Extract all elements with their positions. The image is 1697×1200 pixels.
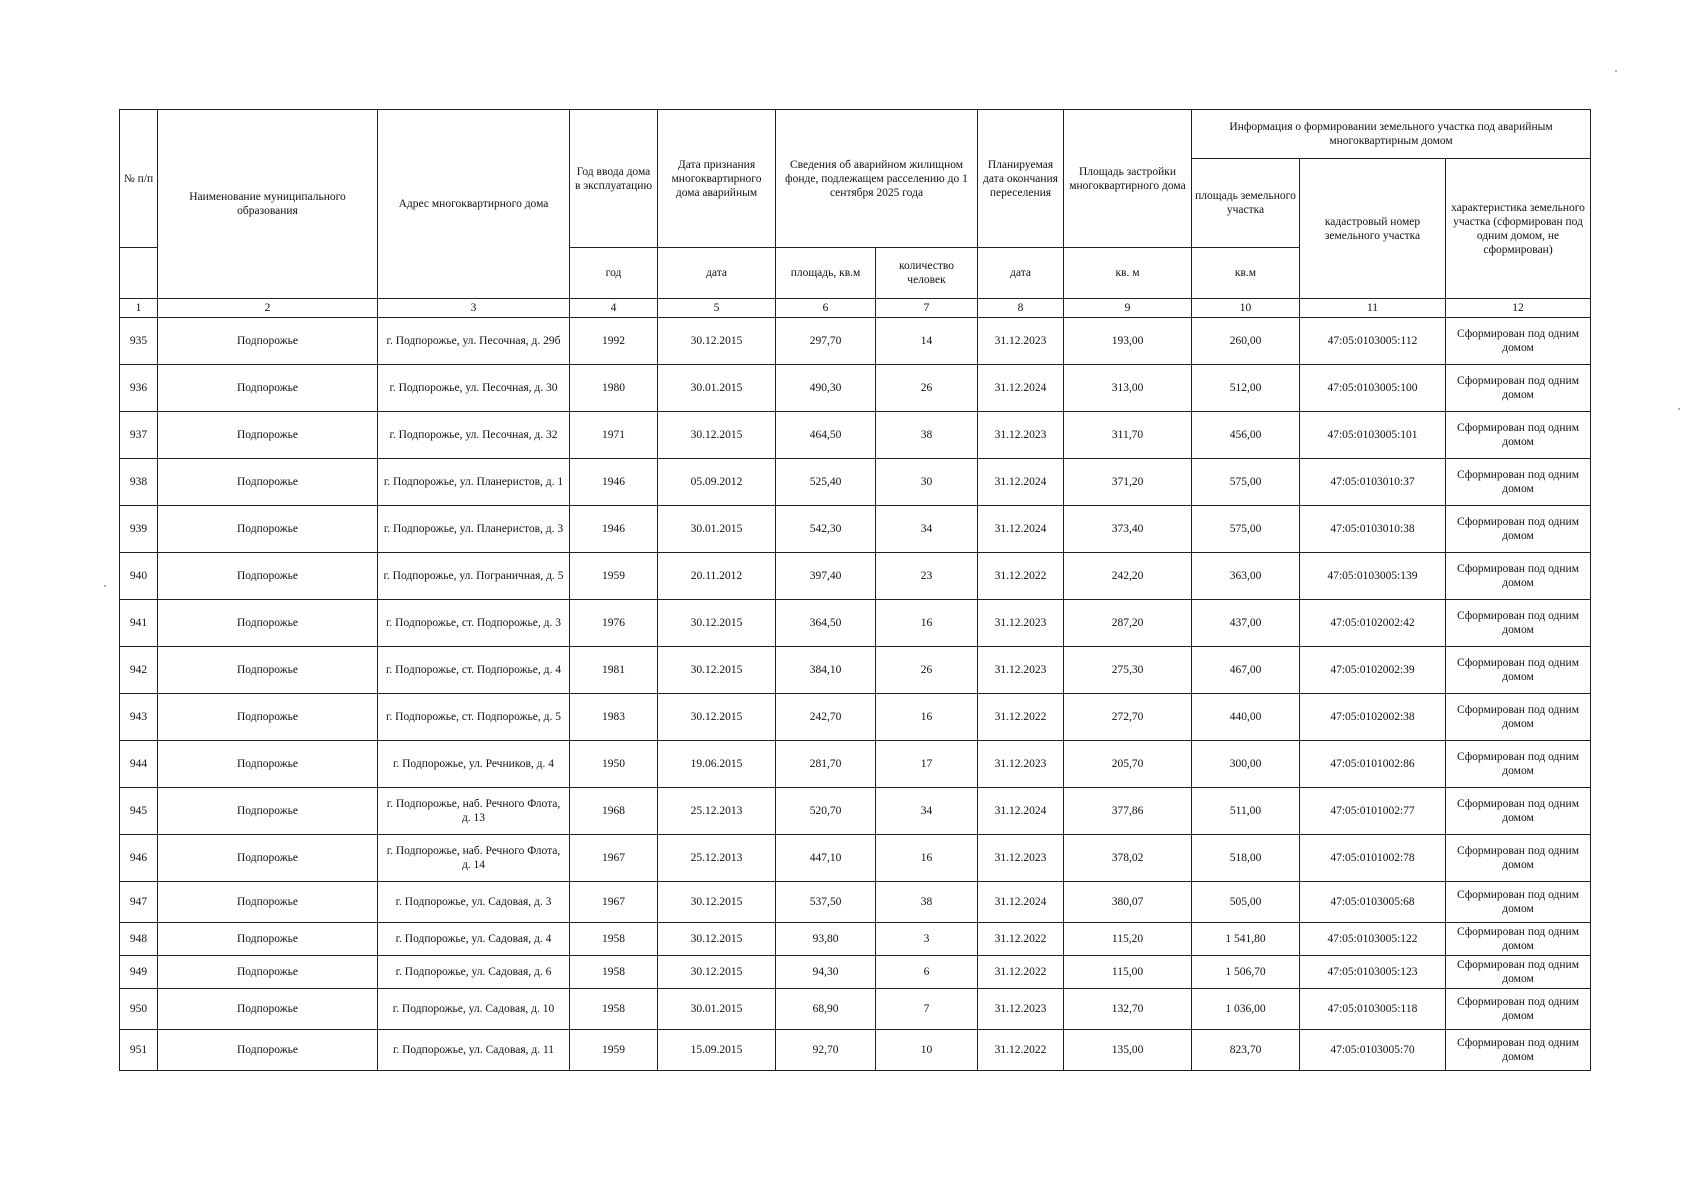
row-land-status: Сформирован под одним домом (1446, 956, 1591, 989)
unit-year: год (570, 248, 658, 299)
row-land-status: Сформирован под одним домом (1446, 694, 1591, 741)
row-index: 945 (120, 788, 158, 835)
row-emergency-date: 30.12.2015 (658, 923, 776, 956)
row-area: 490,30 (776, 365, 876, 412)
row-address: г. Подпорожье, ул. Планеристов, д. 1 (378, 459, 570, 506)
row-people: 34 (876, 788, 978, 835)
row-cadastral-number: 47:05:0102002:42 (1300, 600, 1446, 647)
row-address: г. Подпорожье, ул. Песочная, д. 29б (378, 318, 570, 365)
row-land-area: 363,00 (1192, 553, 1300, 600)
row-plan-date: 31.12.2023 (978, 741, 1064, 788)
row-land-status: Сформирован под одним домом (1446, 506, 1591, 553)
column-number: 7 (876, 299, 978, 318)
row-emergency-date: 30.12.2015 (658, 694, 776, 741)
row-people: 16 (876, 835, 978, 882)
row-index: 942 (120, 647, 158, 694)
row-land-status: Сформирован под одним домом (1446, 365, 1591, 412)
row-index: 951 (120, 1030, 158, 1071)
row-land-status: Сформирован под одним домом (1446, 835, 1591, 882)
row-plan-date: 31.12.2023 (978, 412, 1064, 459)
row-land-status: Сформирован под одним домом (1446, 923, 1591, 956)
row-land-status: Сформирован под одним домом (1446, 600, 1591, 647)
row-land-area: 1 036,00 (1192, 989, 1300, 1030)
row-building-area: 275,30 (1064, 647, 1192, 694)
row-year: 1971 (570, 412, 658, 459)
row-area: 94,30 (776, 956, 876, 989)
row-index: 940 (120, 553, 158, 600)
row-land-area: 440,00 (1192, 694, 1300, 741)
row-land-area: 512,00 (1192, 365, 1300, 412)
row-year: 1958 (570, 956, 658, 989)
row-building-area: 311,70 (1064, 412, 1192, 459)
row-land-status: Сформирован под одним домом (1446, 1030, 1591, 1071)
row-index: 944 (120, 741, 158, 788)
row-municipality: Подпорожье (158, 459, 378, 506)
row-plan-date: 31.12.2023 (978, 600, 1064, 647)
row-building-area: 132,70 (1064, 989, 1192, 1030)
row-land-status: Сформирован под одним домом (1446, 989, 1591, 1030)
row-land-area: 260,00 (1192, 318, 1300, 365)
table-row (120, 788, 1591, 835)
row-plan-date: 31.12.2022 (978, 1030, 1064, 1071)
table-row (120, 553, 1591, 600)
header-municipality: Наименование муниципального образования (158, 110, 378, 299)
row-land-area: 1 506,70 (1192, 956, 1300, 989)
row-people: 3 (876, 923, 978, 956)
row-address: г. Подпорожье, ул. Речников, д. 4 (378, 741, 570, 788)
row-area: 93,80 (776, 923, 876, 956)
row-address: г. Подпорожье, ул. Планеристов, д. 3 (378, 506, 570, 553)
row-land-area: 456,00 (1192, 412, 1300, 459)
unit-land-area: кв.м (1192, 248, 1300, 299)
row-municipality: Подпорожье (158, 412, 378, 459)
row-emergency-date: 30.12.2015 (658, 882, 776, 923)
table-row (120, 741, 1591, 788)
row-land-area: 823,70 (1192, 1030, 1300, 1071)
row-year: 1967 (570, 835, 658, 882)
row-people: 14 (876, 318, 978, 365)
table-body (120, 318, 1591, 1071)
column-number: 9 (1064, 299, 1192, 318)
emergency-housing-table (119, 109, 1591, 1071)
row-cadastral-number: 47:05:0102002:39 (1300, 647, 1446, 694)
header-index-blank (120, 248, 158, 299)
row-land-status: Сформирован под одним домом (1446, 318, 1591, 365)
row-people: 30 (876, 459, 978, 506)
row-people: 38 (876, 882, 978, 923)
row-index: 935 (120, 318, 158, 365)
scan-speck (1678, 408, 1680, 410)
row-index: 946 (120, 835, 158, 882)
row-cadastral-number: 47:05:0103005:139 (1300, 553, 1446, 600)
row-index: 950 (120, 989, 158, 1030)
column-number: 6 (776, 299, 876, 318)
row-building-area: 193,00 (1064, 318, 1192, 365)
row-land-area: 467,00 (1192, 647, 1300, 694)
row-emergency-date: 30.01.2015 (658, 506, 776, 553)
row-address: г. Подпорожье, ст. Подпорожье, д. 4 (378, 647, 570, 694)
row-building-area: 371,20 (1064, 459, 1192, 506)
row-address: г. Подпорожье, наб. Речного Флота, д. 14 (378, 835, 570, 882)
table-row (120, 989, 1591, 1030)
row-municipality: Подпорожье (158, 694, 378, 741)
header-row-numbers (120, 299, 1591, 318)
row-building-area: 135,00 (1064, 1030, 1192, 1071)
row-building-area: 272,70 (1064, 694, 1192, 741)
header-emergency-fund: Сведения об аварийном жилищном фонде, подлежащем расселению до 1 сентября 2025 года (776, 110, 978, 248)
row-plan-date: 31.12.2022 (978, 694, 1064, 741)
row-address: г. Подпорожье, ул. Садовая, д. 3 (378, 882, 570, 923)
row-cadastral-number: 47:05:0103010:37 (1300, 459, 1446, 506)
row-address: г. Подпорожье, ул. Песочная, д. 30 (378, 365, 570, 412)
row-plan-date: 31.12.2023 (978, 647, 1064, 694)
row-land-area: 575,00 (1192, 506, 1300, 553)
row-land-area: 511,00 (1192, 788, 1300, 835)
row-area: 242,70 (776, 694, 876, 741)
row-area: 525,40 (776, 459, 876, 506)
row-people: 16 (876, 600, 978, 647)
unit-date: дата (658, 248, 776, 299)
row-land-area: 1 541,80 (1192, 923, 1300, 956)
unit-area: площадь, кв.м (776, 248, 876, 299)
header-land-area: площадь земельного участка (1192, 159, 1300, 248)
row-people: 16 (876, 694, 978, 741)
row-year: 1958 (570, 923, 658, 956)
row-municipality: Подпорожье (158, 835, 378, 882)
row-address: г. Подпорожье, ст. Подпорожье, д. 3 (378, 600, 570, 647)
row-index: 947 (120, 882, 158, 923)
row-land-status: Сформирован под одним домом (1446, 412, 1591, 459)
row-index: 937 (120, 412, 158, 459)
table-row (120, 1030, 1591, 1071)
header-emergency-date: Дата признания многоквартирного дома аварийным (658, 110, 776, 248)
scan-speck (104, 585, 106, 587)
row-area: 520,70 (776, 788, 876, 835)
column-number: 2 (158, 299, 378, 318)
row-building-area: 373,40 (1064, 506, 1192, 553)
unit-plan-date: дата (978, 248, 1064, 299)
header-commission-year: Год ввода дома в эксплуатацию (570, 110, 658, 248)
row-municipality: Подпорожье (158, 506, 378, 553)
row-area: 384,10 (776, 647, 876, 694)
unit-building-area: кв. м (1064, 248, 1192, 299)
row-land-status: Сформирован под одним домом (1446, 647, 1591, 694)
row-emergency-date: 25.12.2013 (658, 835, 776, 882)
row-address: г. Подпорожье, ул. Садовая, д. 6 (378, 956, 570, 989)
row-cadastral-number: 47:05:0103005:100 (1300, 365, 1446, 412)
row-cadastral-number: 47:05:0101002:78 (1300, 835, 1446, 882)
row-plan-date: 31.12.2024 (978, 506, 1064, 553)
row-year: 1992 (570, 318, 658, 365)
row-building-area: 115,20 (1064, 923, 1192, 956)
row-building-area: 115,00 (1064, 956, 1192, 989)
row-address: г. Подпорожье, ул. Садовая, д. 11 (378, 1030, 570, 1071)
header-planned-date: Планируемая дата окончания переселения (978, 110, 1064, 248)
row-cadastral-number: 47:05:0103005:118 (1300, 989, 1446, 1030)
row-address: г. Подпорожье, ул. Песочная, д. 32 (378, 412, 570, 459)
table-row (120, 459, 1591, 506)
row-municipality: Подпорожье (158, 1030, 378, 1071)
row-emergency-date: 30.01.2015 (658, 365, 776, 412)
row-municipality: Подпорожье (158, 553, 378, 600)
row-area: 464,50 (776, 412, 876, 459)
row-emergency-date: 30.12.2015 (658, 412, 776, 459)
column-number: 10 (1192, 299, 1300, 318)
header-building-area: Площадь застройки многоквартирного дома (1064, 110, 1192, 248)
row-building-area: 287,20 (1064, 600, 1192, 647)
row-area: 68,90 (776, 989, 876, 1030)
row-people: 26 (876, 647, 978, 694)
row-year: 1981 (570, 647, 658, 694)
row-land-area: 437,00 (1192, 600, 1300, 647)
row-index: 941 (120, 600, 158, 647)
row-year: 1976 (570, 600, 658, 647)
row-municipality: Подпорожье (158, 318, 378, 365)
row-people: 17 (876, 741, 978, 788)
header-address: Адрес многоквартирного дома (378, 110, 570, 299)
row-land-status: Сформирован под одним домом (1446, 459, 1591, 506)
row-building-area: 242,20 (1064, 553, 1192, 600)
row-emergency-date: 20.11.2012 (658, 553, 776, 600)
row-land-area: 518,00 (1192, 835, 1300, 882)
row-cadastral-number: 47:05:0103010:38 (1300, 506, 1446, 553)
row-area: 397,40 (776, 553, 876, 600)
row-index: 943 (120, 694, 158, 741)
column-number: 5 (658, 299, 776, 318)
row-year: 1958 (570, 989, 658, 1030)
row-area: 447,10 (776, 835, 876, 882)
column-number: 4 (570, 299, 658, 318)
row-municipality: Подпорожье (158, 600, 378, 647)
row-index: 948 (120, 923, 158, 956)
row-address: г. Подпорожье, ул. Садовая, д. 10 (378, 989, 570, 1030)
row-emergency-date: 05.09.2012 (658, 459, 776, 506)
row-address: г. Подпорожье, наб. Речного Флота, д. 13 (378, 788, 570, 835)
row-people: 10 (876, 1030, 978, 1071)
row-people: 34 (876, 506, 978, 553)
row-emergency-date: 25.12.2013 (658, 788, 776, 835)
row-people: 38 (876, 412, 978, 459)
header-index: № п/п (120, 110, 158, 248)
column-number: 1 (120, 299, 158, 318)
row-cadastral-number: 47:05:0103005:101 (1300, 412, 1446, 459)
row-land-status: Сформирован под одним домом (1446, 882, 1591, 923)
row-cadastral-number: 47:05:0103005:123 (1300, 956, 1446, 989)
row-area: 281,70 (776, 741, 876, 788)
row-year: 1980 (570, 365, 658, 412)
row-land-status: Сформирован под одним домом (1446, 788, 1591, 835)
row-plan-date: 31.12.2024 (978, 882, 1064, 923)
row-cadastral-number: 47:05:0103005:68 (1300, 882, 1446, 923)
table-row (120, 882, 1591, 923)
row-land-area: 575,00 (1192, 459, 1300, 506)
unit-people: количество человек (876, 248, 978, 299)
row-plan-date: 31.12.2022 (978, 553, 1064, 600)
row-land-status: Сформирован под одним домом (1446, 741, 1591, 788)
row-index: 936 (120, 365, 158, 412)
row-year: 1968 (570, 788, 658, 835)
row-land-area: 300,00 (1192, 741, 1300, 788)
row-emergency-date: 15.09.2015 (658, 1030, 776, 1071)
row-municipality: Подпорожье (158, 923, 378, 956)
row-plan-date: 31.12.2022 (978, 956, 1064, 989)
column-number: 11 (1300, 299, 1446, 318)
table-row (120, 956, 1591, 989)
column-number: 3 (378, 299, 570, 318)
table-row (120, 835, 1591, 882)
row-building-area: 313,00 (1064, 365, 1192, 412)
row-building-area: 378,02 (1064, 835, 1192, 882)
row-building-area: 380,07 (1064, 882, 1192, 923)
header-land-group: Информация о формировании земельного участка под аварийным многоквартирным домом (1192, 110, 1591, 159)
row-municipality: Подпорожье (158, 882, 378, 923)
column-number: 8 (978, 299, 1064, 318)
row-building-area: 377,86 (1064, 788, 1192, 835)
row-municipality: Подпорожье (158, 989, 378, 1030)
row-cadastral-number: 47:05:0103005:122 (1300, 923, 1446, 956)
table-row (120, 365, 1591, 412)
row-index: 939 (120, 506, 158, 553)
row-municipality: Подпорожье (158, 647, 378, 694)
row-year: 1983 (570, 694, 658, 741)
row-emergency-date: 30.12.2015 (658, 318, 776, 365)
row-plan-date: 31.12.2024 (978, 365, 1064, 412)
row-municipality: Подпорожье (158, 741, 378, 788)
row-area: 297,70 (776, 318, 876, 365)
row-plan-date: 31.12.2024 (978, 788, 1064, 835)
row-area: 537,50 (776, 882, 876, 923)
table-row (120, 647, 1591, 694)
row-municipality: Подпорожье (158, 956, 378, 989)
row-year: 1950 (570, 741, 658, 788)
row-people: 23 (876, 553, 978, 600)
row-address: г. Подпорожье, ул. Пограничная, д. 5 (378, 553, 570, 600)
row-people: 26 (876, 365, 978, 412)
row-year: 1946 (570, 506, 658, 553)
row-building-area: 205,70 (1064, 741, 1192, 788)
row-plan-date: 31.12.2022 (978, 923, 1064, 956)
row-emergency-date: 30.01.2015 (658, 989, 776, 1030)
row-emergency-date: 30.12.2015 (658, 647, 776, 694)
column-number: 12 (1446, 299, 1591, 318)
table-row (120, 318, 1591, 365)
registry-sheet (119, 109, 1590, 1071)
row-year: 1959 (570, 1030, 658, 1071)
table-row (120, 506, 1591, 553)
row-land-status: Сформирован под одним домом (1446, 553, 1591, 600)
row-emergency-date: 19.06.2015 (658, 741, 776, 788)
row-year: 1967 (570, 882, 658, 923)
scan-speck (1615, 70, 1617, 72)
table-row (120, 412, 1591, 459)
header-row-top (120, 110, 1591, 159)
row-plan-date: 31.12.2023 (978, 835, 1064, 882)
row-index: 949 (120, 956, 158, 989)
row-address: г. Подпорожье, ул. Садовая, д. 4 (378, 923, 570, 956)
row-people: 6 (876, 956, 978, 989)
row-year: 1959 (570, 553, 658, 600)
row-cadastral-number: 47:05:0102002:38 (1300, 694, 1446, 741)
row-emergency-date: 30.12.2015 (658, 600, 776, 647)
row-plan-date: 31.12.2023 (978, 989, 1064, 1030)
row-cadastral-number: 47:05:0101002:86 (1300, 741, 1446, 788)
row-plan-date: 31.12.2024 (978, 459, 1064, 506)
row-municipality: Подпорожье (158, 788, 378, 835)
row-area: 542,30 (776, 506, 876, 553)
row-year: 1946 (570, 459, 658, 506)
row-cadastral-number: 47:05:0103005:70 (1300, 1030, 1446, 1071)
table-row (120, 694, 1591, 741)
row-area: 92,70 (776, 1030, 876, 1071)
row-cadastral-number: 47:05:0103005:112 (1300, 318, 1446, 365)
row-area: 364,50 (776, 600, 876, 647)
row-cadastral-number: 47:05:0101002:77 (1300, 788, 1446, 835)
row-municipality: Подпорожье (158, 365, 378, 412)
table-row (120, 923, 1591, 956)
row-people: 7 (876, 989, 978, 1030)
header-cadastral-number: кадастровый номер земельного участка (1300, 159, 1446, 299)
row-index: 938 (120, 459, 158, 506)
row-emergency-date: 30.12.2015 (658, 956, 776, 989)
row-address: г. Подпорожье, ст. Подпорожье, д. 5 (378, 694, 570, 741)
row-plan-date: 31.12.2023 (978, 318, 1064, 365)
table-row (120, 600, 1591, 647)
header-land-status: характеристика земельного участка (сформирован под одним домом, не сформирован) (1446, 159, 1591, 299)
row-land-area: 505,00 (1192, 882, 1300, 923)
